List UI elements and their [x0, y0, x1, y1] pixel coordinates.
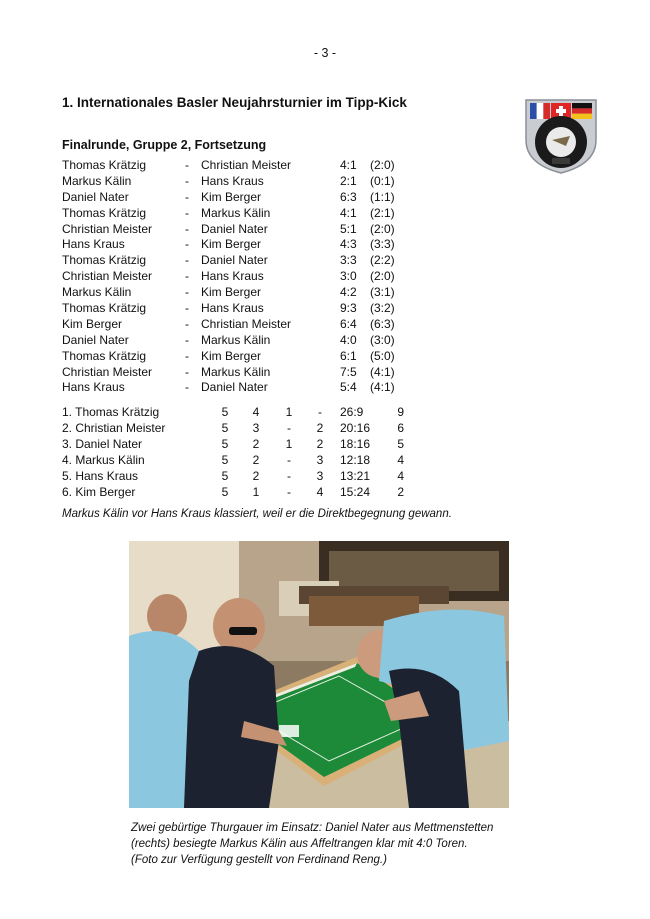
match-away-player: Hans Kraus [201, 301, 264, 316]
match-separator: - [185, 348, 189, 363]
match-away-player: Kim Berger [201, 189, 262, 204]
match-halftime-score: (2:0) [370, 221, 395, 236]
match-separator: - [185, 332, 189, 347]
match-score: 6:1 [340, 348, 357, 363]
standings-won: 1 [252, 485, 260, 499]
standings-goals: 13:21 [340, 469, 371, 483]
standings-won: 3 [252, 421, 260, 435]
match-halftime-score: (2:0) [370, 269, 395, 284]
standings-row [62, 420, 412, 436]
match-away-player: Kim Berger [201, 237, 262, 252]
match-score: 4:3 [340, 237, 357, 252]
standings-played: 5 [221, 437, 229, 451]
match-row [62, 365, 422, 381]
standings-lost: - [318, 405, 322, 419]
match-results [62, 158, 422, 396]
match-score: 9:3 [340, 301, 357, 316]
standings-played: 5 [221, 485, 229, 499]
match-away-player: Christian Meister [201, 316, 292, 331]
match-home-player: Markus Kälin [62, 285, 132, 300]
standings-drawn: - [287, 453, 291, 467]
match-away-player: Daniel Nater [201, 221, 268, 236]
standings-played: 5 [221, 469, 229, 483]
standings-played: 5 [221, 453, 229, 467]
article-title: 1. Internationales Basler Neujahrsturnier im Tipp-Kick [62, 95, 407, 110]
germany-flag [572, 103, 592, 108]
standings-won: 2 [252, 453, 260, 467]
standings-drawn: - [287, 485, 291, 499]
standings-points: 5 [397, 437, 404, 451]
match-halftime-score: (6:3) [370, 316, 395, 331]
match-separator: - [185, 173, 189, 188]
standings-lost: 3 [316, 469, 324, 483]
match-home-player: Hans Kraus [62, 380, 125, 395]
standings-points: 6 [397, 421, 404, 435]
club-logo [522, 94, 600, 174]
match-halftime-score: (3:0) [370, 332, 395, 347]
standings-lost: 3 [316, 453, 324, 467]
match-separator: - [185, 301, 189, 316]
match-away-player: Markus Kälin [201, 205, 271, 220]
match-score: 4:1 [340, 205, 357, 220]
match-row [62, 158, 422, 174]
match-separator: - [185, 189, 189, 204]
match-halftime-score: (4:1) [370, 364, 395, 379]
match-halftime-score: (4:1) [370, 380, 395, 395]
match-away-player: Daniel Nater [201, 253, 268, 268]
standings-points: 2 [397, 485, 404, 499]
standings-points: 4 [397, 469, 404, 483]
match-home-player: Thomas Krätzig [62, 348, 147, 363]
match-row [62, 301, 422, 317]
match-separator: - [185, 380, 189, 395]
standings-won: 2 [252, 469, 260, 483]
match-halftime-score: (3:2) [370, 301, 395, 316]
match-halftime-score: (2:0) [370, 158, 395, 172]
standings-goals: 26:9 [340, 405, 364, 419]
standings-row [62, 468, 412, 484]
match-halftime-score: (0:1) [370, 173, 395, 188]
standings-lost: 4 [316, 485, 324, 499]
match-away-player: Hans Kraus [201, 173, 264, 188]
match-score: 6:4 [340, 316, 357, 331]
match-score: 5:4 [340, 380, 357, 395]
match-away-player: Christian Meister [201, 158, 292, 172]
standings-row [62, 436, 412, 452]
standings-table [62, 404, 412, 500]
match-row [62, 237, 422, 253]
match-home-player: Hans Kraus [62, 237, 125, 252]
match-halftime-score: (3:3) [370, 237, 395, 252]
match-away-player: Kim Berger [201, 285, 262, 300]
match-away-player: Hans Kraus [201, 269, 264, 284]
match-home-player: Christian Meister [62, 269, 153, 284]
match-score: 2:1 [340, 173, 357, 188]
match-home-player: Thomas Krätzig [62, 205, 147, 220]
match-home-player: Markus Kälin [62, 173, 132, 188]
match-row [62, 317, 422, 333]
standings-points: 4 [397, 453, 404, 467]
page-number: - 3 - [313, 46, 337, 60]
standings-row [62, 484, 412, 500]
match-separator: - [185, 285, 189, 300]
match-home-player: Daniel Nater [62, 332, 129, 347]
match-separator: - [185, 158, 189, 172]
standings-won: 4 [252, 405, 260, 419]
match-row [62, 269, 422, 285]
match-home-player: Daniel Nater [62, 189, 129, 204]
match-home-player: Kim Berger [62, 316, 123, 331]
match-home-player: Thomas Krätzig [62, 301, 147, 316]
match-row [62, 190, 422, 206]
photo-caption [131, 820, 493, 868]
standings-drawn: - [287, 421, 291, 435]
standings-player: 4. Markus Kälin [62, 453, 145, 467]
match-score: 4:0 [340, 332, 357, 347]
match-row [62, 349, 422, 365]
standings-drawn: - [287, 469, 291, 483]
standings-played: 5 [221, 405, 229, 419]
match-row [62, 333, 422, 349]
match-separator: - [185, 253, 189, 268]
match-score: 4:2 [340, 285, 357, 300]
match-halftime-score: (3:1) [370, 285, 395, 300]
match-halftime-score: (5:0) [370, 348, 395, 363]
match-score: 3:0 [340, 269, 357, 284]
match-separator: - [185, 269, 189, 284]
standings-goals: 20:16 [340, 421, 371, 435]
match-home-player: Christian Meister [62, 221, 153, 236]
standings-row [62, 404, 412, 420]
standings-player: 2. Christian Meister [62, 421, 166, 435]
standings-row [62, 452, 412, 468]
caption-line: (Foto zur Verfügung gestellt von Ferdinand Reng.) [131, 854, 387, 866]
standings-player: 5. Hans Kraus [62, 469, 139, 483]
match-row [62, 253, 422, 269]
standings-player: 6. Kim Berger [62, 485, 136, 499]
match-row [62, 222, 422, 238]
standings-lost: 2 [316, 437, 324, 451]
match-score: 5:1 [340, 221, 357, 236]
standings-player: 1. Thomas Krätzig [62, 405, 160, 419]
caption-line: (rechts) besiegte Markus Kälin aus Affeltrangen klar mit 4:0 Toren. [131, 838, 468, 850]
match-home-player: Thomas Krätzig [62, 253, 147, 268]
match-row [62, 174, 422, 190]
match-halftime-score: (1:1) [370, 189, 395, 204]
match-away-player: Markus Kälin [201, 332, 271, 347]
standings-won: 2 [252, 437, 260, 451]
round-subtitle: Finalrunde, Gruppe 2, Fortsetzung [62, 138, 267, 152]
match-score: 4:1 [340, 158, 357, 172]
standings-player: 3. Daniel Nater [62, 437, 143, 451]
caption-line: Zwei gebürtige Thurgauer im Einsatz: Daniel Nater aus Mettmenstetten [131, 822, 494, 834]
standings-played: 5 [221, 421, 229, 435]
match-home-player: Thomas Krätzig [62, 158, 147, 172]
match-score: 3:3 [340, 253, 357, 268]
match-score: 7:5 [340, 364, 357, 379]
standings-note: Markus Kälin vor Hans Kraus klassiert, weil er die Direktbegegnung gewann. [62, 508, 452, 520]
standings-drawn: 1 [285, 437, 293, 451]
match-separator: - [185, 237, 189, 252]
match-away-player: Kim Berger [201, 348, 262, 363]
match-photo [129, 541, 509, 808]
match-halftime-score: (2:2) [370, 253, 395, 268]
match-score: 6:3 [340, 189, 357, 204]
standings-goals: 12:18 [340, 453, 371, 467]
standings-lost: 2 [316, 421, 324, 435]
match-separator: - [185, 316, 189, 331]
match-row [62, 206, 422, 222]
match-separator: - [185, 205, 189, 220]
match-separator: - [185, 221, 189, 236]
match-separator: - [185, 364, 189, 379]
match-row [62, 380, 422, 396]
match-away-player: Daniel Nater [201, 380, 268, 395]
match-row [62, 285, 422, 301]
match-halftime-score: (2:1) [370, 205, 395, 220]
standings-drawn: 1 [285, 405, 293, 419]
match-home-player: Christian Meister [62, 364, 153, 379]
standings-points: 9 [397, 405, 404, 419]
match-away-player: Markus Kälin [201, 364, 271, 379]
standings-goals: 18:16 [340, 437, 371, 451]
standings-goals: 15:24 [340, 485, 371, 499]
